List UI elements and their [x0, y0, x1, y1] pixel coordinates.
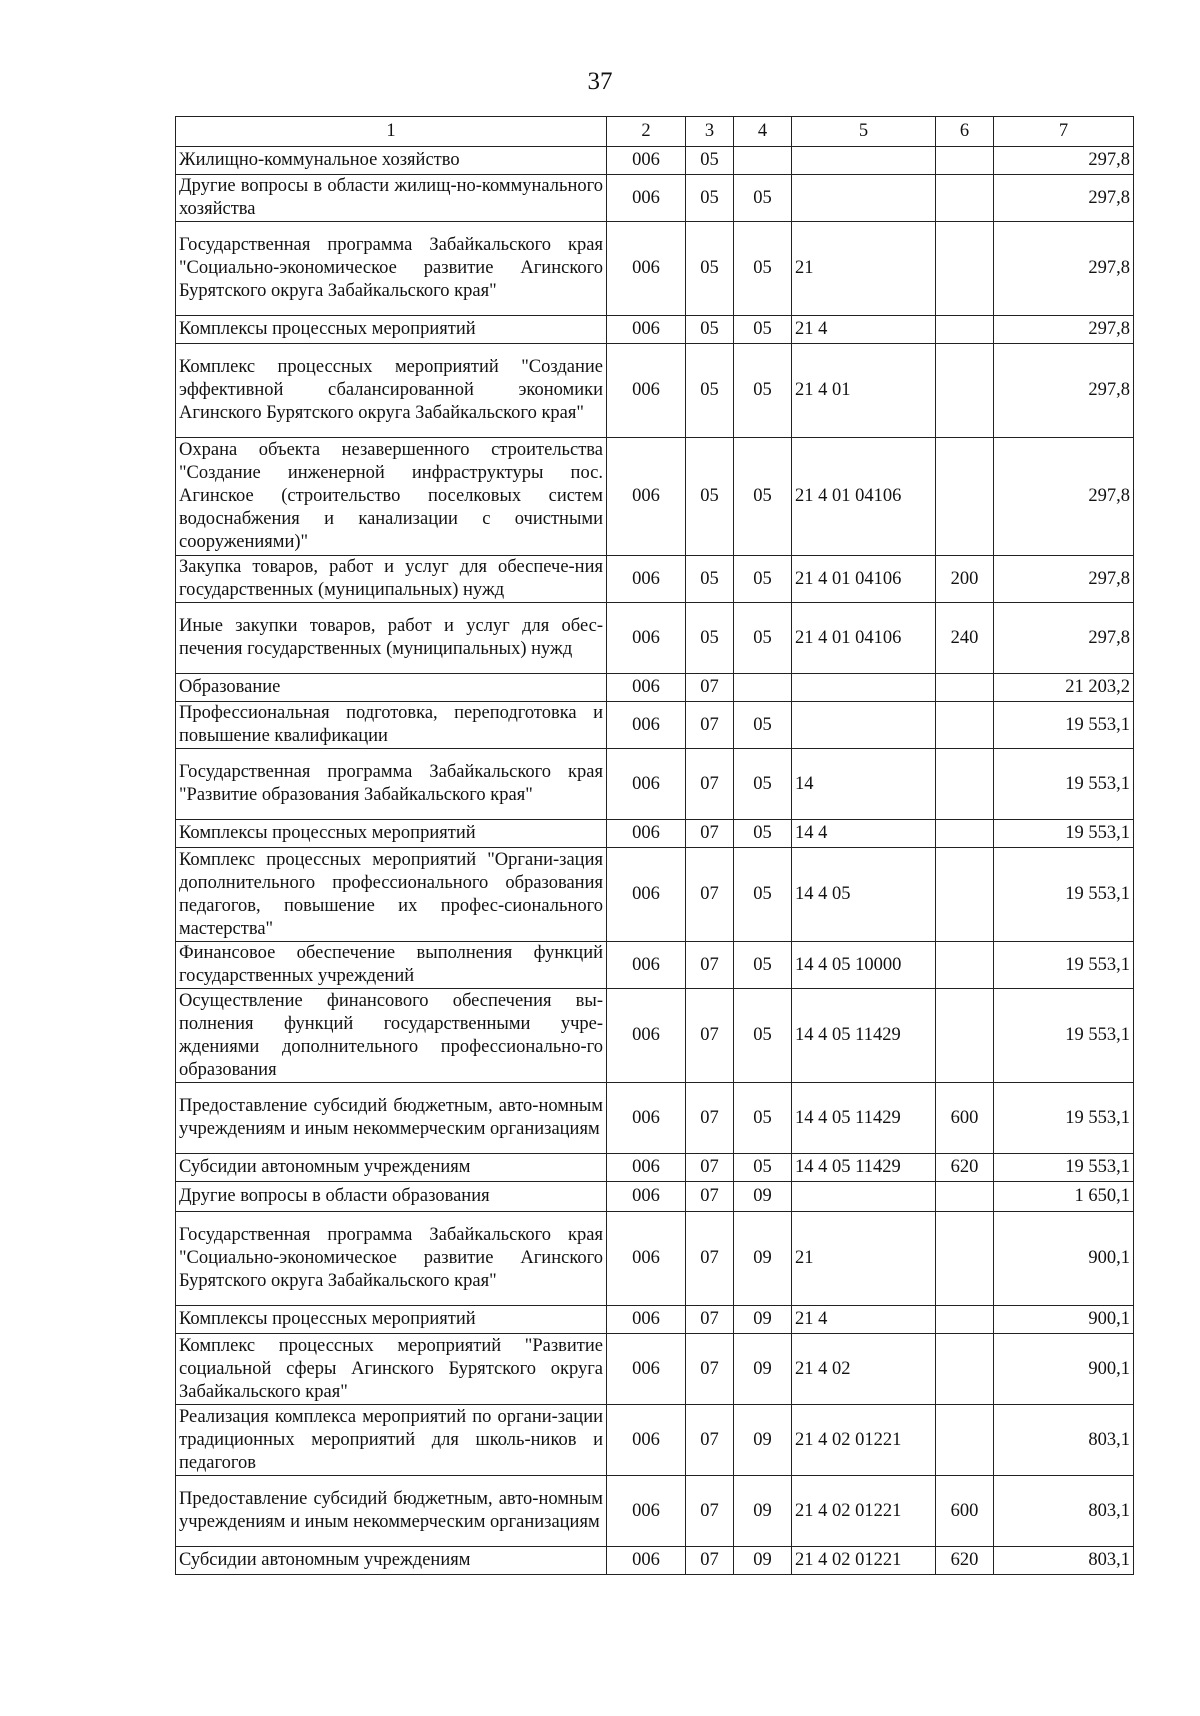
cell-subsection: 09 [734, 1476, 792, 1547]
cell-expense-type [936, 848, 994, 942]
cell-subsection [734, 147, 792, 175]
table-row [176, 175, 1134, 222]
table-row [176, 1212, 1134, 1306]
cell-subsection: 09 [734, 1547, 792, 1575]
cell-section: 07 [686, 820, 734, 848]
table-row [176, 556, 1134, 603]
cell-amount: 297,8 [994, 438, 1134, 556]
cell-target-article: 21 4 01 04106 [792, 556, 936, 603]
cell-ministry: 006 [607, 222, 686, 316]
header-row [176, 117, 1134, 147]
cell-section: 05 [686, 175, 734, 222]
cell-expense-type [936, 1182, 994, 1212]
cell-section: 07 [686, 702, 734, 749]
row-name: Государственная программа Забайкальского края "Социально-экономическое развитие Агинского Бурятского округа Забайкальского края" [176, 1212, 607, 1306]
cell-target-article: 14 4 05 [792, 848, 936, 942]
row-name: Субсидии автономным учреждениям [176, 1547, 607, 1575]
cell-ministry: 006 [607, 556, 686, 603]
cell-ministry: 006 [607, 1182, 686, 1212]
cell-expense-type [936, 222, 994, 316]
cell-expense-type [936, 1306, 994, 1334]
cell-target-article: 21 4 [792, 316, 936, 344]
cell-target-article: 21 [792, 222, 936, 316]
cell-amount: 21 203,2 [994, 674, 1134, 702]
cell-section: 07 [686, 1547, 734, 1575]
table-row [176, 820, 1134, 848]
cell-section: 07 [686, 1212, 734, 1306]
cell-ministry: 006 [607, 316, 686, 344]
cell-subsection: 05 [734, 603, 792, 674]
row-name: Профессиональная подготовка, переподготовка и повышение квалификации [176, 702, 607, 749]
cell-target-article: 14 4 05 11429 [792, 1154, 936, 1182]
table-row [176, 1154, 1134, 1182]
table-row [176, 603, 1134, 674]
row-name: Финансовое обеспечение выполнения функций государственных учреждений [176, 942, 607, 989]
column-header: 7 [994, 117, 1134, 147]
cell-target-article: 14 [792, 749, 936, 820]
cell-subsection: 05 [734, 989, 792, 1083]
cell-expense-type [936, 942, 994, 989]
row-name: Комплексы процессных мероприятий [176, 1306, 607, 1334]
row-name: Комплекс процессных мероприятий "Развитие социальной сферы Агинского Бурятского округа Забайкальского края" [176, 1334, 607, 1405]
cell-target-article: 21 [792, 1212, 936, 1306]
cell-amount: 19 553,1 [994, 989, 1134, 1083]
cell-subsection: 09 [734, 1212, 792, 1306]
cell-subsection: 05 [734, 556, 792, 603]
cell-amount: 297,8 [994, 556, 1134, 603]
table-row [176, 848, 1134, 942]
cell-expense-type [936, 1405, 994, 1476]
column-header: 3 [686, 117, 734, 147]
cell-subsection: 09 [734, 1306, 792, 1334]
cell-section: 07 [686, 1476, 734, 1547]
table-row [176, 1083, 1134, 1154]
row-name: Другие вопросы в области жилищ-но-коммунального хозяйства [176, 175, 607, 222]
cell-target-article [792, 1182, 936, 1212]
budget-table [175, 116, 1134, 1575]
cell-subsection [734, 674, 792, 702]
row-name: Предоставление субсидий бюджетным, авто-номным учреждениям и иным некоммерческим организациям [176, 1083, 607, 1154]
table-row [176, 749, 1134, 820]
cell-expense-type: 600 [936, 1476, 994, 1547]
cell-section: 07 [686, 1083, 734, 1154]
cell-subsection: 05 [734, 820, 792, 848]
cell-expense-type [936, 702, 994, 749]
cell-amount: 19 553,1 [994, 1154, 1134, 1182]
row-name: Закупка товаров, работ и услуг для обеспече-ния государственных (муниципальных) нужд [176, 556, 607, 603]
cell-section: 07 [686, 1405, 734, 1476]
table-row [176, 316, 1134, 344]
row-name: Охрана объекта незавершенного строительства "Создание инженерной инфраструктуры пос. Агинское (строительство поселковых систем водоснабжения и канализации с очистными сооружениями)" [176, 438, 607, 556]
cell-section: 07 [686, 749, 734, 820]
cell-target-article: 21 4 02 01221 [792, 1405, 936, 1476]
cell-subsection: 09 [734, 1334, 792, 1405]
cell-expense-type: 240 [936, 603, 994, 674]
row-name: Государственная программа Забайкальского края "Социально-экономическое развитие Агинского Бурятского округа Забайкальского края" [176, 222, 607, 316]
cell-ministry: 006 [607, 1212, 686, 1306]
cell-section: 07 [686, 942, 734, 989]
cell-amount: 297,8 [994, 603, 1134, 674]
cell-section: 05 [686, 603, 734, 674]
cell-section: 05 [686, 316, 734, 344]
cell-ministry: 006 [607, 147, 686, 175]
cell-ministry: 006 [607, 1405, 686, 1476]
cell-ministry: 006 [607, 848, 686, 942]
cell-target-article: 21 4 02 01221 [792, 1476, 936, 1547]
column-header: 2 [607, 117, 686, 147]
cell-expense-type [936, 674, 994, 702]
cell-expense-type: 620 [936, 1154, 994, 1182]
row-name: Субсидии автономным учреждениям [176, 1154, 607, 1182]
cell-ministry: 006 [607, 749, 686, 820]
cell-target-article [792, 702, 936, 749]
cell-amount: 19 553,1 [994, 820, 1134, 848]
cell-subsection: 05 [734, 316, 792, 344]
cell-expense-type: 600 [936, 1083, 994, 1154]
row-name: Комплексы процессных мероприятий [176, 820, 607, 848]
cell-expense-type [936, 175, 994, 222]
cell-amount: 19 553,1 [994, 702, 1134, 749]
cell-subsection: 09 [734, 1405, 792, 1476]
cell-target-article: 14 4 [792, 820, 936, 848]
cell-target-article: 14 4 05 11429 [792, 1083, 936, 1154]
table-row [176, 1182, 1134, 1212]
row-name: Государственная программа Забайкальского края "Развитие образования Забайкальского края" [176, 749, 607, 820]
cell-subsection: 05 [734, 942, 792, 989]
table-row [176, 222, 1134, 316]
cell-ministry: 006 [607, 820, 686, 848]
cell-section: 07 [686, 848, 734, 942]
cell-section: 05 [686, 222, 734, 316]
cell-section: 07 [686, 1154, 734, 1182]
table-row [176, 1306, 1134, 1334]
cell-section: 07 [686, 989, 734, 1083]
cell-ministry: 006 [607, 989, 686, 1083]
cell-amount: 297,8 [994, 175, 1134, 222]
cell-section: 07 [686, 1306, 734, 1334]
cell-subsection: 05 [734, 438, 792, 556]
cell-target-article [792, 147, 936, 175]
cell-section: 05 [686, 556, 734, 603]
table-row [176, 1547, 1134, 1575]
row-name: Жилищно-коммунальное хозяйство [176, 147, 607, 175]
table-row [176, 1476, 1134, 1547]
cell-amount: 297,8 [994, 344, 1134, 438]
cell-ministry: 006 [607, 702, 686, 749]
cell-subsection: 05 [734, 344, 792, 438]
cell-amount: 19 553,1 [994, 1083, 1134, 1154]
row-name: Другие вопросы в области образования [176, 1182, 607, 1212]
table-row [176, 1334, 1134, 1405]
cell-ministry: 006 [607, 1306, 686, 1334]
cell-subsection: 05 [734, 702, 792, 749]
cell-amount: 900,1 [994, 1212, 1134, 1306]
cell-ministry: 006 [607, 674, 686, 702]
cell-target-article: 14 4 05 10000 [792, 942, 936, 989]
cell-ministry: 006 [607, 1083, 686, 1154]
cell-amount: 297,8 [994, 316, 1134, 344]
cell-expense-type [936, 1334, 994, 1405]
cell-target-article: 21 4 02 01221 [792, 1547, 936, 1575]
column-header: 5 [792, 117, 936, 147]
cell-expense-type [936, 1212, 994, 1306]
cell-amount: 19 553,1 [994, 848, 1134, 942]
cell-expense-type [936, 316, 994, 344]
cell-ministry: 006 [607, 603, 686, 674]
cell-target-article: 14 4 05 11429 [792, 989, 936, 1083]
column-header: 6 [936, 117, 994, 147]
cell-section: 07 [686, 1182, 734, 1212]
row-name: Предоставление субсидий бюджетным, авто-номным учреждениям и иным некоммерческим организациям [176, 1476, 607, 1547]
cell-amount: 900,1 [994, 1306, 1134, 1334]
cell-ministry: 006 [607, 942, 686, 989]
cell-target-article: 21 4 02 [792, 1334, 936, 1405]
table-row [176, 942, 1134, 989]
cell-section: 05 [686, 438, 734, 556]
cell-ministry: 006 [607, 175, 686, 222]
cell-target-article [792, 674, 936, 702]
cell-target-article: 21 4 [792, 1306, 936, 1334]
table-row [176, 702, 1134, 749]
row-name: Комплексы процессных мероприятий [176, 316, 607, 344]
cell-subsection: 05 [734, 222, 792, 316]
row-name: Комплекс процессных мероприятий "Создание эффективной сбалансированной экономики Агинского Бурятского округа Забайкальского края" [176, 344, 607, 438]
cell-section: 05 [686, 147, 734, 175]
row-name: Иные закупки товаров, работ и услуг для обес-печения государственных (муниципальных) нужд [176, 603, 607, 674]
row-name: Комплекс процессных мероприятий "Органи-зация дополнительного профессионального образования педагогов, повышение их профес-сионального мастерства" [176, 848, 607, 942]
cell-amount: 803,1 [994, 1476, 1134, 1547]
cell-amount: 803,1 [994, 1405, 1134, 1476]
cell-section: 05 [686, 344, 734, 438]
cell-ministry: 006 [607, 1476, 686, 1547]
table-row [176, 438, 1134, 556]
cell-ministry: 006 [607, 438, 686, 556]
cell-expense-type [936, 147, 994, 175]
cell-expense-type [936, 749, 994, 820]
row-name: Образование [176, 674, 607, 702]
cell-amount: 900,1 [994, 1334, 1134, 1405]
cell-expense-type [936, 820, 994, 848]
cell-ministry: 006 [607, 1547, 686, 1575]
cell-expense-type [936, 989, 994, 1083]
cell-subsection: 05 [734, 749, 792, 820]
cell-amount: 19 553,1 [994, 749, 1134, 820]
table-row [176, 1405, 1134, 1476]
cell-amount: 803,1 [994, 1547, 1134, 1575]
cell-subsection: 05 [734, 1083, 792, 1154]
row-name: Реализация комплекса мероприятий по органи-зации традиционных мероприятий для школь-ников и педагогов [176, 1405, 607, 1476]
cell-subsection: 05 [734, 848, 792, 942]
cell-target-article: 21 4 01 04106 [792, 438, 936, 556]
cell-expense-type: 200 [936, 556, 994, 603]
table-row [176, 989, 1134, 1083]
cell-expense-type: 620 [936, 1547, 994, 1575]
cell-section: 07 [686, 1334, 734, 1405]
cell-subsection: 05 [734, 1154, 792, 1182]
cell-target-article: 21 4 01 [792, 344, 936, 438]
cell-expense-type [936, 344, 994, 438]
cell-amount: 297,8 [994, 222, 1134, 316]
cell-target-article [792, 175, 936, 222]
cell-ministry: 006 [607, 344, 686, 438]
cell-target-article: 21 4 01 04106 [792, 603, 936, 674]
column-header: 1 [176, 117, 607, 147]
table-row [176, 147, 1134, 175]
table-row [176, 674, 1134, 702]
row-name: Осуществление финансового обеспечения вы-полнения функций государственными учре-ждениями дополнительного профессионально-го образования [176, 989, 607, 1083]
cell-amount: 1 650,1 [994, 1182, 1134, 1212]
page-number: 37 [587, 68, 613, 95]
cell-amount: 19 553,1 [994, 942, 1134, 989]
cell-section: 07 [686, 674, 734, 702]
cell-expense-type [936, 438, 994, 556]
cell-amount: 297,8 [994, 147, 1134, 175]
cell-ministry: 006 [607, 1334, 686, 1405]
cell-ministry: 006 [607, 1154, 686, 1182]
cell-subsection: 09 [734, 1182, 792, 1212]
table-row [176, 344, 1134, 438]
cell-subsection: 05 [734, 175, 792, 222]
column-header: 4 [734, 117, 792, 147]
